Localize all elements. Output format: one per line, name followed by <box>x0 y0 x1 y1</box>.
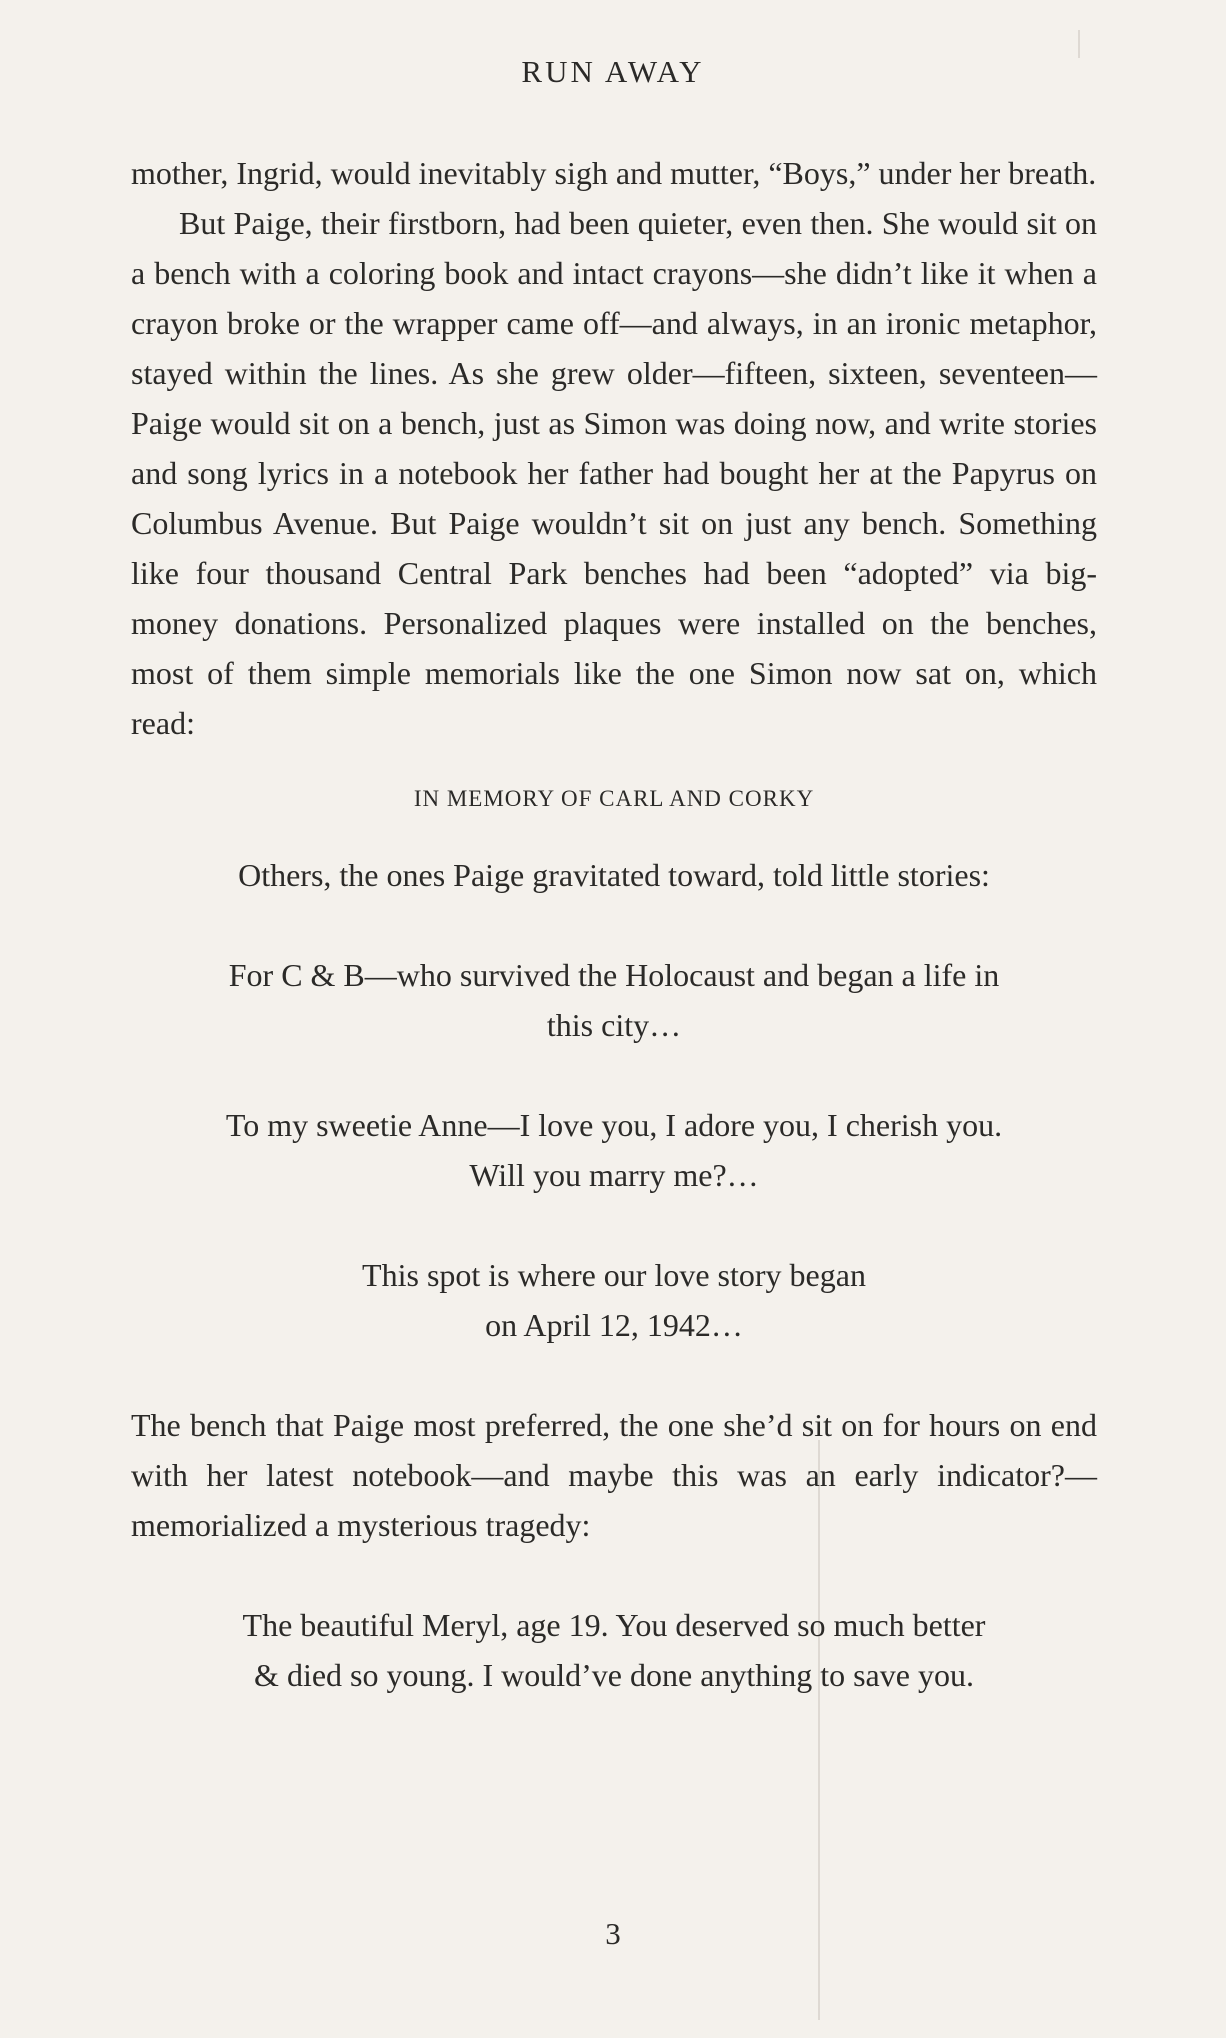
plaque-quote-2-line-2: Will you marry me?… <box>469 1157 759 1193</box>
plaque-quote-1-line-1: For C & B—who survived the Holocaust and began a life in <box>228 957 1000 993</box>
running-head: RUN AWAY <box>521 54 705 89</box>
paragraph-continuation: mother, Ingrid, would inevitably sigh and mutter, “Boys,” under her breath. <box>131 155 1097 191</box>
plaque-quote-2-line-1: To my sweetie Anne—I love you, I adore you, I cherish you. <box>225 1107 1003 1143</box>
plaque-quote-1-line-2: this city… <box>546 1007 682 1043</box>
paragraph-others-intro: Others, the ones Paige gravitated toward, told little stories: <box>238 857 990 893</box>
paragraph-paige-bench: But Paige, their firstborn, had been quieter, even then. She would sit on a bench with a coloring book and intact crayons—she didn’t like it when a crayon broke or the wrapper came off—and always, in an ironic metaphor, stayed within the lines. As she grew older—fifteen, sixteen, seventeen—Paige would sit on a bench, just as Simon was doing now, and write stories and song lyrics in a notebook her father had bought her at the Papyrus on Columbus Avenue. But Paige wouldn’t sit on just any bench. Something like four thousand Central Park benches had been “adopted” via big-money donations. Personalized plaques were installed on the benches, most of them simple memorials like the one Simon now sat on, which read: <box>131 205 1097 741</box>
plaque-quote-4-line-1: The beautiful Meryl, age 19. You deserved so much better <box>242 1607 986 1643</box>
paragraph-preferred-bench: The bench that Paige most preferred, the one she’d sit on for hours on end with her latest notebook—and maybe this was an early indicator?—memorialized a mysterious tragedy: <box>131 1407 1097 1543</box>
page-number: 3 <box>605 1916 621 1951</box>
plaque-quote-3-line-2: on April 12, 1942… <box>485 1307 743 1343</box>
body-text <box>131 148 1097 1700</box>
plaque-quote-4-line-2: & died so young. I would’ve done anything to save you. <box>254 1657 974 1693</box>
plaque-inscription-caps: IN MEMORY OF CARL AND CORKY <box>413 786 815 811</box>
plaque-quote-3-line-1: This spot is where our love story began <box>362 1257 866 1293</box>
